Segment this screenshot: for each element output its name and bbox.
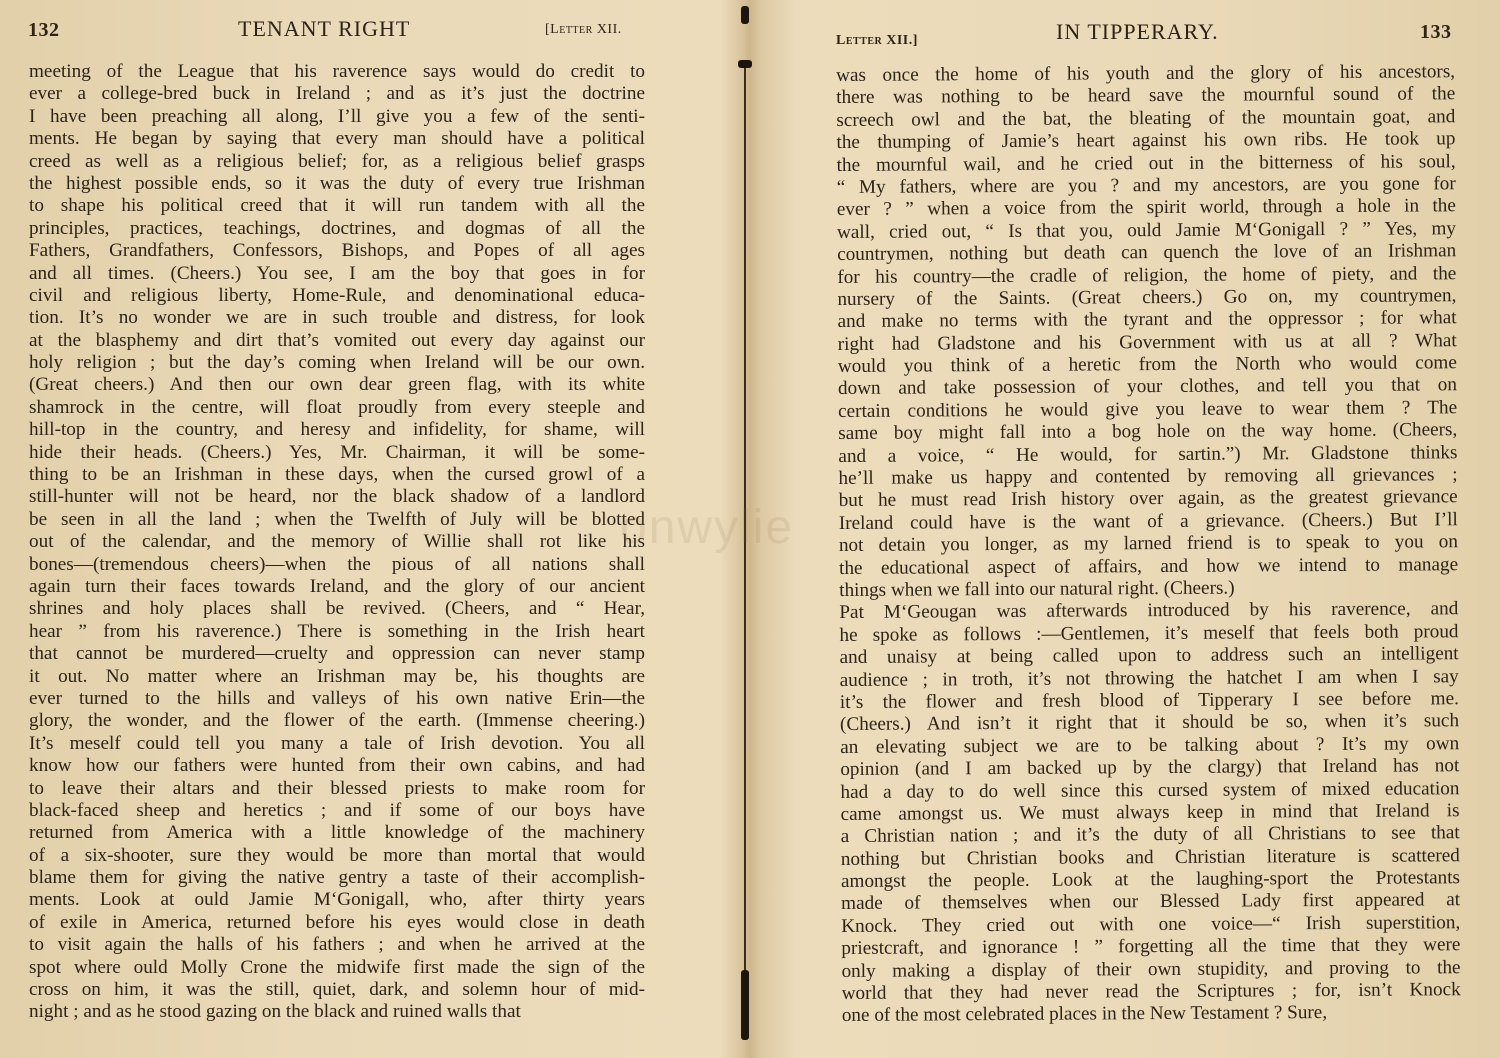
text-line: tion. It’s no wonder we are in such trouble and distress, for look — [29, 307, 645, 329]
text-line: certain conditions he would give you leave to wear them ? The — [838, 397, 1458, 422]
text-line: cross on him, it was the still, quiet, dark, and solemn hour of mid- — [29, 979, 645, 1001]
text-line: Ireland could have is the want of a grievance. (Cheers.) But I’ll — [838, 509, 1458, 534]
text-line: be seen in all the land ; when the Twelfth of July will be blotted — [29, 508, 645, 530]
text-line: to visit again the halls of his fathers ; and when he arrived at the — [29, 934, 645, 956]
text-line: returned from America with a little knowledge of the machinery — [29, 822, 645, 844]
text-line: it’s the flower and fresh blood of Tipperary I see before me. — [839, 688, 1459, 713]
text-line: night ; and as he stood gazing on the black and ruined walls that — [29, 1001, 521, 1023]
text-line: out of the calendar, and the memory of Willie shall rot like his — [29, 531, 645, 553]
right-page — [760, 0, 1500, 1058]
watermark: onwylie — [620, 501, 795, 554]
text-line: ever a college-bred buck in Ireland ; and as it’s just the doctrine — [29, 83, 645, 105]
text-line: and make no terms with the tyrant and the oppressor ; for what — [837, 307, 1457, 333]
text-line: made of themselves when our Blessed Lady first appeared at — [841, 889, 1461, 915]
text-line: creed as well as a religious belief; for, as a religious belief grasps — [29, 150, 645, 172]
text-line: he spoke as follows :—Gentlemen, it’s meself that feels both proud — [839, 620, 1459, 646]
page-number: 133 — [1420, 21, 1452, 43]
text-line: at the blasphemy and dirt that’s vomited out every day against our — [29, 329, 645, 351]
text-line: was once the home of his youth and the glory of his ancestors, — [836, 61, 1456, 86]
page-number: 132 — [28, 19, 60, 41]
stitch-mark — [738, 60, 752, 68]
text-line: but he must read Irish history over again, as the greatest grievance — [838, 486, 1458, 512]
text-line: same boy might fall into a bog hole on the way home. (Cheers, — [838, 419, 1458, 445]
text-line: shrines and holy places shall be revived. (Cheers, and “ Hear, — [29, 598, 645, 620]
text-line: down and take possession of your clothes, and tell you that on — [837, 374, 1458, 400]
text-line: ments. Look at ould Jamie M‘Gonigall, who, after thirty years — [29, 889, 645, 911]
text-line: shamrock in the centre, will float proudly from every steeple and — [29, 396, 645, 418]
text-line: and unaisy at being called upon to address such an intelligent — [839, 643, 1459, 669]
text-line: blame them for giving the native gentry a taste of their accomplish- — [29, 867, 645, 889]
text-line: ments. He began by saying that every man should have a political — [29, 128, 645, 150]
text-line: Pat M‘Geougan was afterwards introduced by his raverence, and — [839, 598, 1459, 624]
text-line: hide their heads. (Cheers.) Yes, Mr. Chairman, it will be some- — [29, 441, 645, 463]
text-line: hill-top in the country, and heresy and infidelity, for shame, will — [29, 419, 645, 441]
text-line: not detain you longer, as my larned friend is to speak to you on — [838, 531, 1458, 557]
text-line: civil and religious liberty, Home-Rule, and denominational educa- — [29, 284, 645, 306]
text-line: thing to be an Irishman in these days, when the cursed growl of a — [29, 464, 645, 486]
page-body-text — [29, 61, 645, 1024]
text-line: the mournful wail, and he cried out in the bitterness of his soul, — [836, 150, 1456, 176]
text-line: one of the most celebrated places in the New Testament ? Sure, — [841, 1002, 1328, 1027]
text-line: ever ? ” when a voice from the spirit world, through a hole in the — [836, 195, 1456, 221]
text-line: that cannot be murdered—cruelty and oppression can never stamp — [29, 643, 645, 665]
running-title: IN TIPPERARY. — [1056, 19, 1219, 44]
text-line: world that they had never read the Scriptures ; for, isn’t Knock — [841, 979, 1461, 1004]
text-line: nothing but Christian books and Christian literature is scattered — [840, 844, 1460, 870]
text-line: and all times. (Cheers.) You see, I am the boy that goes in for — [29, 262, 645, 284]
text-line: for his country—the cradle of religion, the home of piety, and the — [837, 262, 1457, 288]
text-line: priestcraft, and ignorance ! ” forgetting all the time that they were — [841, 934, 1461, 960]
text-line: hear ” from his raverence.) There is something in the Irish heart — [29, 620, 645, 642]
text-line: (Cheers.) And isn’t it right that it should be so, when it’s such — [839, 710, 1460, 736]
text-line: opinion (and I am backed up by the clargy) that Ireland has not — [840, 755, 1460, 781]
text-line: It’s meself could tell you many a tale of Irish devotion. You all — [29, 732, 645, 754]
text-line: there was nothing to be heard save the mournful sound of the — [836, 83, 1456, 109]
text-line: (Great cheers.) And then our own dear green flag, with its white — [29, 374, 645, 396]
text-line: glory, the wonder, and the flower of the earth. (Immense cheering.) — [29, 710, 645, 732]
text-line: he’ll make us happy and contented by removing all grievances ; — [838, 464, 1458, 490]
letter-reference: Letter XII.] — [836, 33, 918, 48]
text-line: spot where ould Molly Crone the midwife first made the sign of the — [29, 956, 645, 978]
text-line: countrymen, nothing but death can quench the love of an Irishman — [837, 240, 1457, 266]
text-line: principles, practices, teachings, doctrines, and dogmas of all the — [29, 217, 645, 239]
stitch-mark — [741, 6, 749, 24]
text-line: only making a display of their own stupidity, and proving to the — [841, 956, 1461, 982]
text-line: I have been preaching all along, I’ll give you a few of the senti- — [29, 105, 645, 127]
text-line: of a six-shooter, sure they would be more than mortal that would — [29, 844, 645, 866]
text-line: came amongst us. We must always keep in mind that Ireland is — [840, 800, 1460, 825]
text-line: holy religion ; but the day’s coming when Ireland will be our own. — [29, 352, 645, 374]
running-title: TENANT RIGHT — [238, 16, 411, 41]
text-line: the thumping of Jamie’s heart against his own ribs. He took up — [836, 128, 1456, 154]
letter-reference: [Letter XII. — [545, 22, 622, 37]
text-line: to shape his political creed that it will run tandem with all the — [29, 195, 645, 217]
stitch-mark — [741, 970, 749, 1040]
text-line: ever turned to the hills and valleys of his own native Erin—the — [29, 687, 645, 709]
text-line: right had Gladstone and his Government with us at all ? What — [837, 329, 1457, 355]
text-line: a Christian nation ; and it’s the duty of all Christians to see that — [840, 822, 1460, 848]
text-line: amongst the people. Look at the laughing-sport the Protestants — [840, 867, 1461, 893]
page-body-text — [836, 61, 1461, 1028]
text-line: and a voice, “ He would, for sartin.”) Mr. Gladstone thinks — [838, 441, 1458, 467]
text-line: would you think of a heretic from the North who would come — [837, 352, 1457, 378]
text-line: meeting of the League that his raverence says would do credit to — [29, 61, 645, 82]
text-line: again turn their faces towards Ireland, and the glory of our ancient — [29, 575, 645, 597]
text-line: the educational aspect of affairs, and how we intend to manage — [839, 553, 1459, 579]
text-line: nursery of the Saints. (Great cheers.) Go on, my countrymen, — [837, 285, 1457, 310]
text-line: screech owl and the bat, the bleating of the mountain goat, and — [836, 105, 1456, 131]
text-line: “ My fathers, where are you ? and my ancestors, are you gone for — [836, 173, 1456, 198]
text-line: to leave their altars and their blessed priests to make room for — [29, 777, 645, 799]
text-line: wall, cried out, “ Is that you, ould Jamie M‘Gonigall ? ” Yes, my — [836, 217, 1457, 243]
text-line: bones—(tremendous cheers)—when the pious of all nations shall — [29, 553, 645, 575]
text-line: still-hunter will not be heard, nor the black shadow of a landlord — [29, 486, 645, 508]
text-line: the highest possible ends, so it was the duty of every true Irishman — [29, 172, 645, 194]
text-line: Knock. They cried out with one voice—“ Irish superstition, — [841, 912, 1461, 937]
text-line: an elevating subject we are to be talking about ? It’s my own — [840, 732, 1460, 758]
text-line: know how our fathers were hunted from their own cabins, and had — [29, 755, 645, 777]
text-line: black-faced sheep and heretics ; and if some of our boys have — [29, 799, 645, 821]
text-line: it out. No matter where an Irishman may be, his thoughts are — [29, 665, 645, 687]
text-line: of exile in America, returned before his eyes would close in death — [29, 911, 645, 933]
text-line: had a day to do well since this cursed system of mixed education — [840, 777, 1460, 803]
text-line: Fathers, Grandfathers, Confessors, Bishops, and Popes of all ages — [29, 240, 645, 262]
text-line: things when we fall into our natural right. (Cheers.) — [839, 577, 1235, 601]
text-line: audience ; in troth, it’s not throwing the hatchet I am when I say — [839, 665, 1459, 691]
